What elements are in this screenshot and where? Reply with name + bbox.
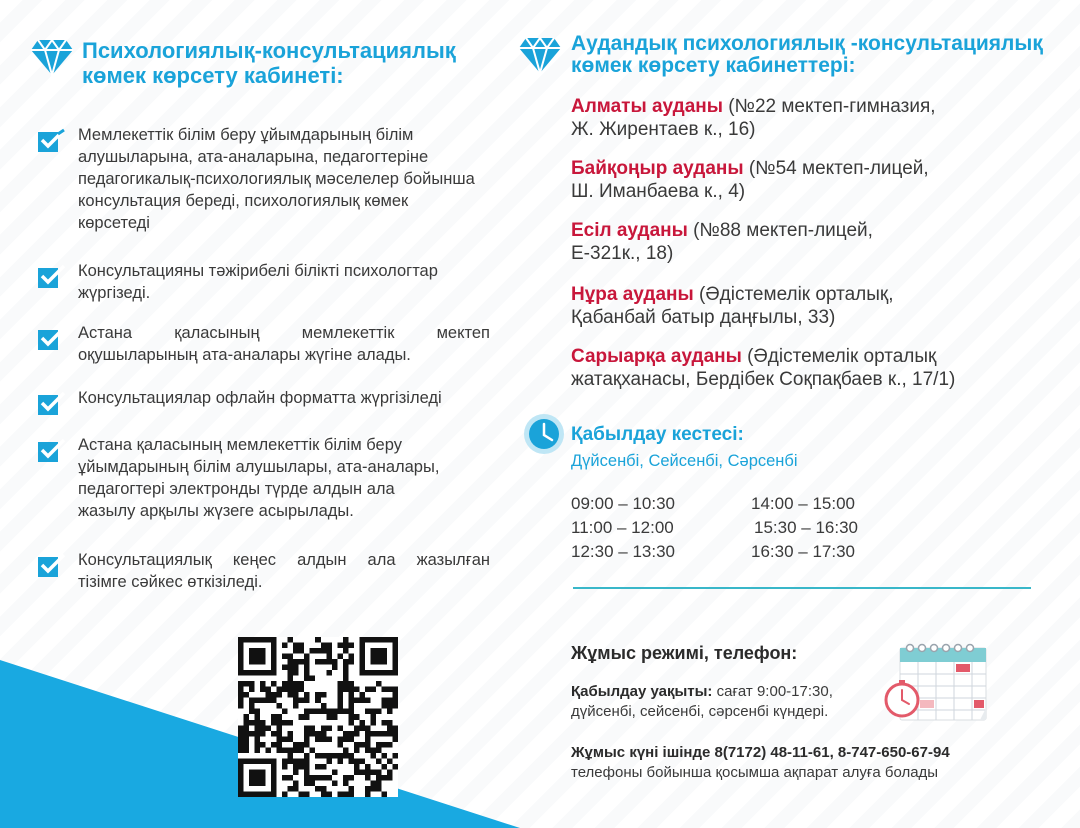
work-mode-title: Жұмыс режимі, телефон: [571,643,798,663]
district-address: Ш. Иманбаева к., 4) [571,181,746,202]
district-entry [571,95,1041,141]
checkbox-check-icon [38,553,66,577]
calendar-icon [880,638,990,724]
bullet-text [78,387,490,409]
district-name: Нұра ауданы [571,284,694,305]
reception-label: Қабылдау уақыты: [571,683,713,700]
district-entry [571,157,1041,203]
district-address: (Әдістемелік орталық, [693,284,894,305]
reception-info [571,682,871,722]
checkbox-check-icon [38,128,66,152]
checkbox-check-icon [38,326,66,350]
district-address: Ж. Жирентаев к., 16) [571,119,756,140]
bullet-line: консультация береді, психологиялық көмек [78,192,409,210]
schedule-days: Дүйсенбі, Сейсенбі, Сәрсенбі [571,452,798,470]
district-name: Байқоңыр ауданы [571,158,744,179]
district-address: Е-321к., 18) [571,243,674,264]
district-name: Сарыарқа ауданы [571,346,742,367]
district-address: жатақханасы, Бердібек Соқпақбаев к., 17/1) [571,369,956,390]
clock-icon [523,413,565,455]
bullet-text [78,124,490,234]
district-entry [571,345,1041,391]
time-slot: 14:00 – 15:00 [751,494,855,513]
bullet-text [78,322,490,366]
right-heading-line2: көмек көрсету кабинеттері: [571,54,856,77]
schedule-slots-right [751,492,858,564]
bullet-line: тізімге сәйкес өткізіледі. [78,573,263,591]
time-slot: 15:30 – 16:30 [754,518,858,537]
time-slot: 09:00 – 10:30 [571,494,675,513]
bullet-line: Мемлекеттік білім беру ұйымдарының білім [78,126,414,144]
bullet-line: жазылу арқылы жүзеге асырылады. [78,502,354,520]
left-heading-line2: көмек көрсету кабинеті: [82,63,344,88]
bullet-line: оқушыларының ата-аналары жүгіне алады. [78,346,411,364]
district-address: Қабанбай батыр даңғылы, 33) [571,307,836,328]
bullet-line: Консультацияны тәжірибелі білікті психологтар [78,262,438,280]
district-name: Алматы ауданы [571,96,723,117]
schedule-slots-left [571,492,675,564]
district-entry [571,219,1041,265]
bullet-line: Астана қаласының мемлекеттік мектеп [78,324,490,342]
district-address: (№22 мектеп-гимназия, [722,96,936,117]
bullet-line: Консультациялар офлайн форматта жүргізіледі [78,389,442,407]
district-address: (Әдістемелік орталық [741,346,937,367]
divider-line [573,587,1031,589]
bullet-line: ұйымдарының білім алушылары, ата-аналары, [78,458,440,476]
time-slot: 12:30 – 13:30 [571,542,675,561]
time-slot: 16:30 – 17:30 [751,542,855,561]
right-heading [571,33,1043,77]
district-entry [571,283,1041,329]
bullet-line: педагогтері электронды түрде алдын ала [78,480,395,498]
bullet-line: Консультациялық кеңес алдын ала жазылған [78,551,490,569]
checkbox-check-icon [38,391,66,415]
right-heading-line1: Аудандық психологиялық -консультациялық [571,32,1043,55]
diamond-icon [30,38,74,76]
left-heading-line1: Психологиялық-консультациялық [82,38,456,63]
bullet-line: жүргізеді. [78,284,151,302]
bullet-text [78,260,490,304]
reception-hours: сағат 9:00-17:30, [712,683,833,700]
district-address: (№54 мектеп-лицей, [743,158,929,179]
checkbox-check-icon [38,264,66,288]
phone-note: телефоны бойынша қосымша ақпарат алуға болады [571,764,939,781]
left-heading [82,38,456,88]
qr-code-image [238,637,398,797]
bullet-text [78,434,490,522]
district-address: (№88 мектеп-лицей, [687,220,873,241]
bullet-line: педагогикалық-психологиялық мәселелер бойынша [78,170,475,188]
district-name: Есіл ауданы [571,220,688,241]
phone-numbers: Жұмыс күні ішінде 8(7172) 48-11-61, 8-747-650-67-94 [571,744,950,761]
bullet-line: алушыларына, ата-аналарына, педагогтеріне [78,148,429,166]
diamond-icon [518,36,562,74]
time-slot: 11:00 – 12:00 [571,518,674,537]
reception-days: дүйсенбі, сейсенбі, сәрсенбі күндері. [571,703,829,720]
schedule-title: Қабылдау кестесі: [571,424,744,445]
bullet-line: Астана қаласының мемлекеттік білім беру [78,436,402,454]
qr-code[interactable] [238,637,398,797]
bullet-line: көрсетеді [78,214,150,232]
checkbox-check-icon [38,438,66,462]
bullet-text [78,549,490,593]
phone-info [571,743,1041,783]
